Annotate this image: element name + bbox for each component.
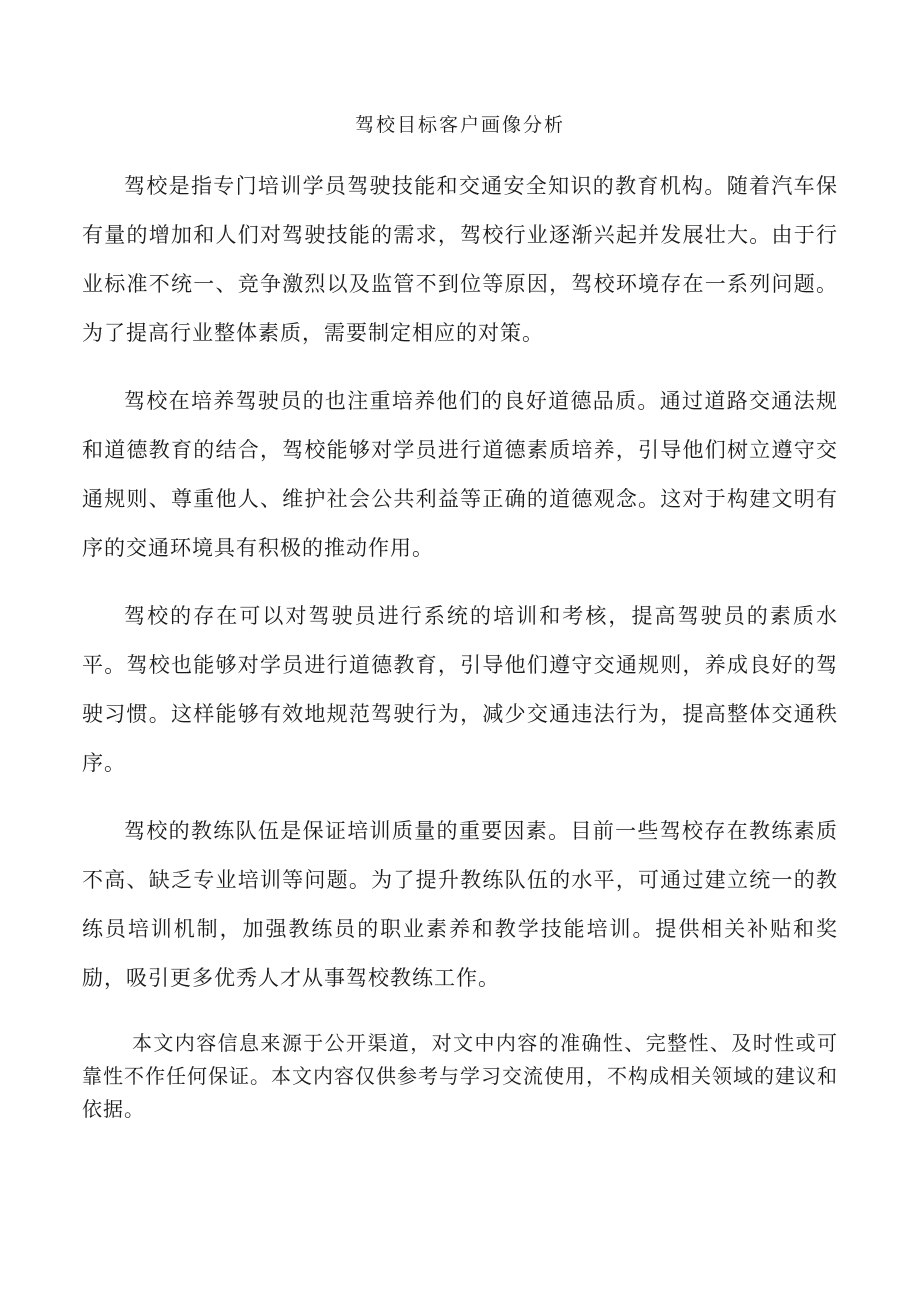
paragraph-moral-education: 驾校在培养驾驶员的也注重培养他们的良好道德品质。通过道路交通法规和道德教育的结合，驾校能够对学员进行道德素质培养，引导他们树立遵守交通规则、尊重他人、维护社会公共利益等正确的道德观念。这对于构建文明有序的交通环境具有积极的推动作用。 bbox=[82, 389, 838, 560]
disclaimer-text: 本文内容信息来源于公开渠道，对文中内容的准确性、完整性、及时性或可靠性不作任何保证。本文内容仅供参考与学习交流使用，不构成相关领域的建议和依据。 bbox=[82, 1031, 838, 1121]
paragraph-coach-team: 驾校的教练队伍是保证培训质量的重要因素。目前一些驾校存在教练素质不高、缺乏专业培训等问题。为了提升教练队伍的水平，可通过建立统一的教练员培训机制，加强教练员的职业素养和教学技能培训。提供相关补贴和奖励，吸引更多优秀人才从事驾校教练工作。 bbox=[82, 819, 838, 990]
paragraph-training-assessment: 驾校的存在可以对驾驶员进行系统的培训和考核，提高驾驶员的素质水平。驾校也能够对学员进行道德教育，引导他们遵守交通规则，养成良好的驾驶习惯。这样能够有效地规范驾驶行为，减少交通违法行为，提高整体交通秩序。 bbox=[82, 604, 838, 775]
document-title: 驾校目标客户画像分析 bbox=[354, 114, 565, 136]
paragraph-intro: 驾校是指专门培训学员驾驶技能和交通安全知识的教育机构。随着汽车保有量的增加和人们对驾驶技能的需求，驾校行业逐渐兴起并发展壮大。由于行业标准不统一、竞争激烈以及监管不到位等原因，驾校环境存在一系列问题。为了提高行业整体素质，需要制定相应的对策。 bbox=[82, 174, 838, 345]
